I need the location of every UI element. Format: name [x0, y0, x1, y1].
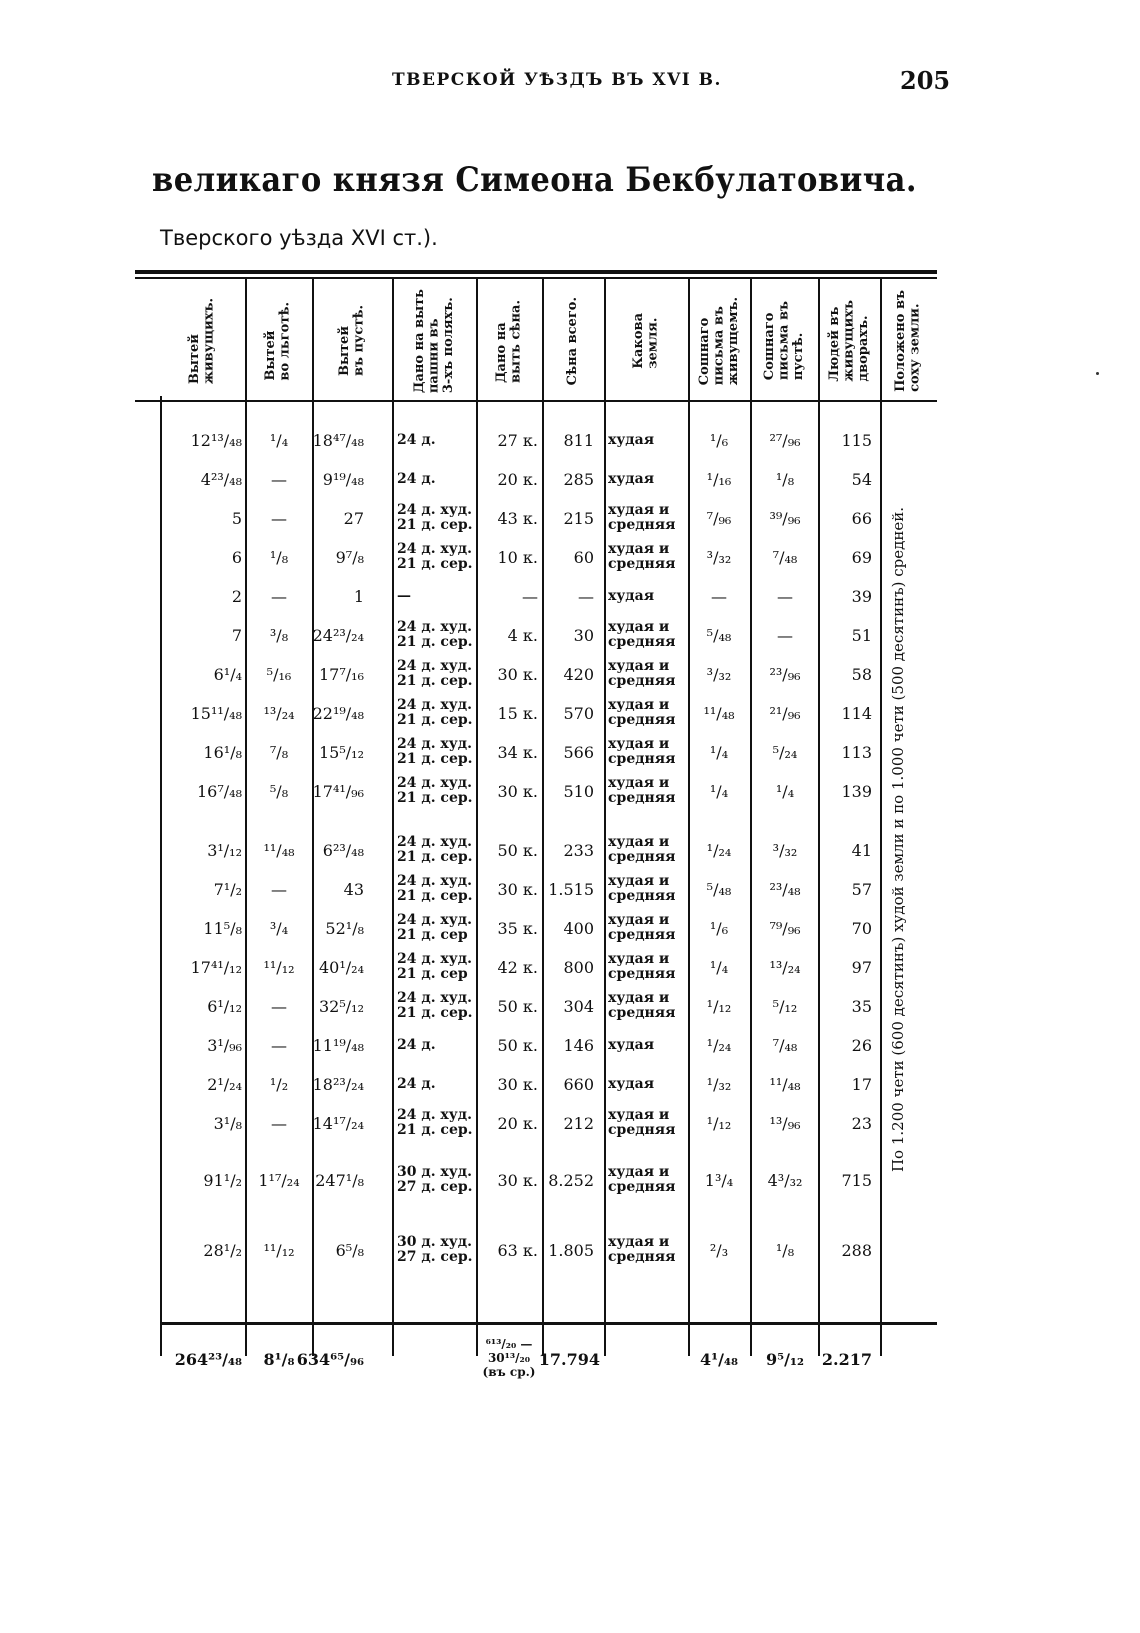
column-header: Вытей живущихъ. — [186, 297, 217, 385]
cell-pust: 40¹/₂₄ — [319, 957, 364, 977]
cell-pashnya: 24 д. худ. 21 д. сер. — [397, 873, 473, 904]
cell-zhiv: 4²³/₄₈ — [200, 469, 242, 489]
cell-seno-vsego: 146 — [563, 1035, 594, 1055]
cell-seno-vsego: 570 — [563, 703, 594, 723]
cell-zemlya: худая и средняя — [608, 1164, 676, 1195]
cell-pust: 24²³/₂₄ — [312, 625, 364, 645]
cell-lgota: ⁷/₈ — [269, 742, 289, 762]
cell-soshn-pust: ³/₃₂ — [772, 840, 798, 860]
cell-seno-vyt: 15 к. — [497, 703, 538, 723]
cell-pashnya: 30 д. худ. 27 д. сер. — [397, 1164, 473, 1195]
column-header: Сѣна всего. — [565, 296, 581, 386]
cell-zemlya: худая и средняя — [608, 1107, 676, 1138]
cell-seno-vyt: 10 к. — [497, 547, 538, 567]
cell-lyudi: 288 — [841, 1240, 872, 1260]
column-header: Какова земля. — [630, 313, 661, 369]
cell-pashnya: 24 д. худ. 21 д. сер. — [397, 990, 473, 1021]
cell-seno-vyt: 50 к. — [497, 996, 538, 1016]
cell-seno-vyt: 35 к. — [497, 918, 538, 938]
cell-zhiv: 7 — [231, 625, 242, 645]
cell-soshn-pust: — — [777, 625, 793, 645]
cell-soshn-zhiv: ¹¹/₄₈ — [703, 703, 735, 723]
cell-pust: 17⁷/₁₆ — [319, 664, 364, 684]
cell-soshn-pust: 4³/₃₂ — [767, 1170, 803, 1190]
total-seno-vyt-line3: (въ ср.) — [482, 1364, 536, 1379]
cell-pust: 247¹/₈ — [315, 1170, 364, 1190]
cell-seno-vsego: — — [578, 586, 594, 606]
cell-soshn-zhiv: ⁵/₄₈ — [706, 625, 732, 645]
cell-lyudi: 115 — [841, 430, 872, 450]
cell-soshn-zhiv: — — [711, 586, 727, 606]
cell-seno-vyt: 4 к. — [507, 625, 538, 645]
cell-lgota: — — [271, 1035, 287, 1055]
cell-lyudi: 39 — [851, 586, 872, 606]
cell-soshn-zhiv: ¹/₂₄ — [706, 840, 732, 860]
cell-zhiv: 2¹/₂₄ — [207, 1074, 242, 1094]
total-soshn-zhiv: 4¹/₄₈ — [700, 1349, 738, 1369]
total-seno-vsego: 17.794 — [538, 1349, 600, 1369]
cell-seno-vyt: 30 к. — [497, 1170, 538, 1190]
cell-soshn-zhiv: ¹/₄ — [709, 742, 729, 762]
cell-zemlya: худая — [608, 1036, 655, 1053]
table-row — [160, 420, 910, 460]
cell-pust: 17⁴¹/₉₆ — [312, 781, 364, 801]
cell-soshn-pust: ⁷/₄₈ — [772, 547, 798, 567]
cell-soshn-zhiv: ³/₃₂ — [706, 664, 732, 684]
header-rule — [135, 400, 937, 402]
cell-seno-vsego: 30 — [573, 625, 594, 645]
running-head: ТВЕРСКОЙ УѢЗДЪ ВЪ XVI В. — [392, 70, 722, 90]
totals-row — [160, 1330, 910, 1388]
table-row — [160, 1025, 910, 1065]
top-rule — [135, 270, 937, 274]
cell-soshn-zhiv: ¹/₁₆ — [706, 469, 732, 489]
cell-zhiv: 12¹³/₄₈ — [190, 430, 242, 450]
cell-zemlya: худая — [608, 431, 655, 448]
cell-zemlya: худая и средняя — [608, 912, 676, 943]
cell-zemlya: худая — [608, 587, 655, 604]
cell-pust: 18⁴⁷/₄₈ — [312, 430, 364, 450]
cell-pashnya: 24 д. худ. 21 д. сер. — [397, 658, 473, 689]
cell-lyudi: 23 — [851, 1113, 872, 1133]
table-row — [160, 1160, 910, 1200]
cell-soshn-zhiv: ¹/₄ — [709, 957, 729, 977]
cell-soshn-pust: ¹³/₉₆ — [769, 1113, 801, 1133]
cell-lyudi: 17 — [851, 1074, 872, 1094]
cell-soshn-zhiv: ¹/₆ — [709, 918, 729, 938]
cell-pashnya: 24 д. — [397, 470, 436, 487]
cell-zemlya: худая и средняя — [608, 951, 676, 982]
cell-soshn-zhiv: ⁷/₉₆ — [706, 508, 732, 528]
table-row — [160, 537, 910, 577]
table-row — [160, 1103, 910, 1143]
cell-lyudi: 70 — [851, 918, 872, 938]
cell-lyudi: 54 — [851, 469, 872, 489]
table-row — [160, 693, 910, 733]
cell-zemlya: худая и средняя — [608, 1234, 676, 1265]
cell-pust: 9¹⁹/₄₈ — [322, 469, 364, 489]
table-row — [160, 615, 910, 655]
totals-rule — [160, 1322, 937, 1325]
cell-soshn-pust: ¹/₄ — [775, 781, 795, 801]
cell-soshn-zhiv: ¹/₃₂ — [706, 1074, 732, 1094]
cell-pashnya: 24 д. худ. 21 д. сер. — [397, 834, 473, 865]
cell-lyudi: 715 — [841, 1170, 872, 1190]
cell-lyudi: 114 — [841, 703, 872, 723]
cell-pust: 27 — [343, 508, 364, 528]
cell-zemlya: худая и средняя — [608, 834, 676, 865]
table-row — [160, 947, 910, 987]
total-zemlya — [604, 1330, 688, 1388]
cell-pust: 22¹⁹/₄₈ — [312, 703, 364, 723]
cell-zhiv: 6¹/₄ — [213, 664, 242, 684]
cell-lgota: ³/₈ — [269, 625, 289, 645]
cell-zhiv: 91¹/₂ — [203, 1170, 242, 1190]
cell-pashnya: — — [397, 587, 411, 604]
cell-lgota: — — [271, 879, 287, 899]
cell-zhiv: 16¹/₈ — [203, 742, 242, 762]
cell-soshn-pust: ²¹/₉₆ — [769, 703, 801, 723]
cell-soshn-pust: — — [777, 586, 793, 606]
cell-lyudi: 41 — [851, 840, 872, 860]
cell-pashnya: 24 д. — [397, 1075, 436, 1092]
total-seno-vyt-line2: 30¹³/₂₀ — [487, 1351, 531, 1366]
cell-lgota: — — [271, 1113, 287, 1133]
column-header: Положено въ соху земли. — [893, 290, 923, 392]
top-rule-thin — [135, 277, 937, 279]
table-row — [160, 1064, 910, 1104]
cell-seno-vsego: 60 — [573, 547, 594, 567]
cell-seno-vsego: 420 — [563, 664, 594, 684]
column-header: Дано на выть сѣна. — [493, 299, 524, 383]
cell-zhiv: 2 — [231, 586, 242, 606]
cell-zhiv: 5 — [231, 508, 242, 528]
cell-pust: 1 — [353, 586, 364, 606]
cell-lgota: ¹/₄ — [269, 430, 289, 450]
cell-soshn-zhiv: ¹/₁₂ — [706, 1113, 732, 1133]
cell-soshn-zhiv: ³/₃₂ — [706, 547, 732, 567]
cell-lgota: ⁵/₈ — [269, 781, 289, 801]
cell-seno-vyt: 50 к. — [497, 840, 538, 860]
cell-soshn-zhiv: ¹/₂₄ — [706, 1035, 732, 1055]
cell-lyudi: 113 — [841, 742, 872, 762]
cell-zhiv: 7¹/₂ — [213, 879, 242, 899]
cell-seno-vsego: 800 — [563, 957, 594, 977]
cell-seno-vsego: 285 — [563, 469, 594, 489]
cell-zemlya: худая и средняя — [608, 658, 676, 689]
subtitle: Тверского уѣзда XVI ст.). — [160, 226, 438, 250]
cell-seno-vyt: 30 к. — [497, 1074, 538, 1094]
cell-pashnya: 24 д. худ. 21 д. сер. — [397, 619, 473, 650]
column-header: Вытей въ пустѣ. — [336, 305, 367, 377]
cell-seno-vyt: 20 к. — [497, 1113, 538, 1133]
cell-seno-vyt: 20 к. — [497, 469, 538, 489]
cell-lyudi: 26 — [851, 1035, 872, 1055]
table-row — [160, 732, 910, 772]
cell-pust: 14¹⁷/₂₄ — [312, 1113, 364, 1133]
cell-zhiv: 3¹/₁₂ — [207, 840, 242, 860]
cell-soshn-pust: ²⁷/₉₆ — [769, 430, 801, 450]
cell-lgota: — — [271, 996, 287, 1016]
cell-lyudi: 57 — [851, 879, 872, 899]
cell-pashnya: 30 д. худ. 27 д. сер. — [397, 1234, 473, 1265]
cell-seno-vsego: 566 — [563, 742, 594, 762]
cell-seno-vyt: 30 к. — [497, 879, 538, 899]
cell-zemlya: худая — [608, 1075, 655, 1092]
cell-seno-vsego: 212 — [563, 1113, 594, 1133]
cell-pashnya: 24 д. худ. 21 д. сер. — [397, 736, 473, 767]
total-lyudi: 2.217 — [821, 1349, 872, 1369]
cell-lyudi: 51 — [851, 625, 872, 645]
cell-soshn-pust: ¹³/₂₄ — [769, 957, 801, 977]
total-soshn-pust: 9⁵/₁₂ — [766, 1349, 804, 1369]
cell-lyudi: 35 — [851, 996, 872, 1016]
cell-lgota: ³/₄ — [269, 918, 289, 938]
cell-soshn-pust: ⁵/₂₄ — [772, 742, 798, 762]
cell-pust: 43 — [343, 879, 364, 899]
cell-seno-vsego: 215 — [563, 508, 594, 528]
cell-seno-vsego: 400 — [563, 918, 594, 938]
cell-soshn-zhiv: ²/₃ — [709, 1240, 729, 1260]
page-number: 205 — [900, 66, 951, 95]
cell-zemlya: худая и средняя — [608, 619, 676, 650]
cell-seno-vyt: 50 к. — [497, 1035, 538, 1055]
side-note: По 1.200 чети (600 десятинъ) худой земли и по 1.000 чети (500 десятинъ) средней. — [889, 507, 907, 1173]
cell-soshn-pust: ⁷/₄₈ — [772, 1035, 798, 1055]
cell-lgota: — — [271, 508, 287, 528]
cell-zhiv: 28¹/₂ — [203, 1240, 242, 1260]
table-row — [160, 869, 910, 909]
cell-pashnya: 24 д. худ. 21 д. сер. — [397, 697, 473, 728]
table-row — [160, 830, 910, 870]
cell-lgota: ¹¹/₄₈ — [263, 840, 295, 860]
column-header: Сошнаго письма въ пустѣ. — [761, 301, 806, 381]
cell-zhiv: 3¹/₈ — [213, 1113, 242, 1133]
cell-soshn-zhiv: ¹/₆ — [709, 430, 729, 450]
cell-seno-vyt: 27 к. — [497, 430, 538, 450]
cell-zemlya: худая и средняя — [608, 697, 676, 728]
cell-zhiv: 11⁵/₈ — [203, 918, 242, 938]
cell-soshn-pust: ³⁹/₉₆ — [769, 508, 801, 528]
cell-zemlya: худая и средняя — [608, 541, 676, 572]
cell-soshn-pust: ¹¹/₄₈ — [769, 1074, 801, 1094]
cell-soshn-zhiv: ⁵/₄₈ — [706, 879, 732, 899]
cell-seno-vsego: 304 — [563, 996, 594, 1016]
cell-soshn-pust: ¹/₈ — [775, 469, 795, 489]
table-row — [160, 498, 910, 538]
cell-seno-vyt: 43 к. — [497, 508, 538, 528]
cell-lgota: ⁵/₁₆ — [266, 664, 292, 684]
table-row — [160, 986, 910, 1026]
table-row — [160, 771, 910, 811]
total-seno-vyt-line1: ⁶¹³/₂₀ — — [485, 1337, 533, 1352]
cell-seno-vyt: 42 к. — [497, 957, 538, 977]
cell-seno-vsego: 1.515 — [548, 879, 594, 899]
cell-lgota: ¹³/₂₄ — [263, 703, 295, 723]
column-header: Дано на выть пашни въ 3-хъ поляхъ. — [411, 288, 456, 394]
cell-pust: 6⁵/₈ — [335, 1240, 364, 1260]
cell-pashnya: 24 д. худ. 21 д. сер. — [397, 541, 473, 572]
table-row — [160, 576, 910, 616]
cell-pust: 52¹/₈ — [325, 918, 364, 938]
cell-lyudi: 66 — [851, 508, 872, 528]
cell-pust: 15⁵/₁₂ — [319, 742, 364, 762]
cell-seno-vyt: 30 к. — [497, 781, 538, 801]
cell-pust: 32⁵/₁₂ — [319, 996, 364, 1016]
total-pust: 634⁶⁵/₉₆ — [296, 1349, 364, 1369]
cell-seno-vyt: 63 к. — [497, 1240, 538, 1260]
cell-seno-vsego: 811 — [563, 430, 594, 450]
cell-lyudi: 69 — [851, 547, 872, 567]
cell-soshn-pust: ⁵/₁₂ — [772, 996, 798, 1016]
column-header: Вытей во льготѣ. — [263, 301, 293, 381]
main-title: великаго князя Симеона Бекбулатовича. — [152, 160, 917, 200]
cell-seno-vsego: 660 — [563, 1074, 594, 1094]
cell-zemlya: худая и средняя — [608, 873, 676, 904]
cell-soshn-zhiv: 1³/₄ — [704, 1170, 734, 1190]
cell-pashnya: 24 д. худ. 21 д. сер. — [397, 775, 473, 806]
cell-seno-vyt: — — [522, 586, 538, 606]
cell-zhiv: 16⁷/₄₈ — [197, 781, 242, 801]
cell-soshn-zhiv: ¹/₁₂ — [706, 996, 732, 1016]
cell-zhiv: 3¹/₉₆ — [207, 1035, 242, 1055]
cell-zemlya: худая и средняя — [608, 502, 676, 533]
cell-zemlya: худая и средняя — [608, 990, 676, 1021]
cell-zemlya: худая — [608, 470, 655, 487]
cell-zemlya: худая и средняя — [608, 775, 676, 806]
cell-seno-vsego: 8.252 — [548, 1170, 594, 1190]
cell-soshn-pust: ¹/₈ — [775, 1240, 795, 1260]
cell-pust: 11¹⁹/₄₈ — [312, 1035, 364, 1055]
cell-pashnya: 24 д. — [397, 1036, 436, 1053]
cell-lgota: ¹¹/₁₂ — [263, 1240, 295, 1260]
cell-pust: 18²³/₂₄ — [312, 1074, 364, 1094]
column-header: Сошнаго письма въ живущемъ. — [696, 296, 741, 386]
total-seno-vyt — [476, 1330, 542, 1388]
cell-seno-vyt: 34 к. — [497, 742, 538, 762]
cell-pust: 6²³/₄₈ — [322, 840, 364, 860]
cell-pashnya: 24 д. — [397, 431, 436, 448]
table-row — [160, 1230, 910, 1270]
cell-zhiv: 17⁴¹/₁₂ — [190, 957, 242, 977]
cell-soshn-zhiv: ¹/₄ — [709, 781, 729, 801]
cell-pashnya: 24 д. худ. 21 д. сер. — [397, 1107, 473, 1138]
cell-seno-vsego: 233 — [563, 840, 594, 860]
cell-pashnya: 24 д. худ. 21 д. сер — [397, 912, 472, 943]
cell-lgota: — — [271, 586, 287, 606]
total-lgota: 8¹/₈ — [263, 1349, 295, 1369]
cell-zhiv: 6 — [231, 547, 242, 567]
cell-soshn-pust: ²³/₄₈ — [769, 879, 801, 899]
cell-lgota: — — [271, 469, 287, 489]
table-row — [160, 459, 910, 499]
table-row — [160, 654, 910, 694]
cell-soshn-pust: ²³/₉₆ — [769, 664, 801, 684]
column-header: Людей въ живущихъ дворахъ. — [826, 300, 871, 382]
cell-seno-vyt: 30 к. — [497, 664, 538, 684]
cell-zhiv: 6¹/₁₂ — [207, 996, 242, 1016]
cell-lgota: ¹¹/₁₂ — [263, 957, 295, 977]
cell-lyudi: 139 — [841, 781, 872, 801]
cell-pust: 9⁷/₈ — [335, 547, 364, 567]
cell-zhiv: 15¹¹/₄₈ — [190, 703, 242, 723]
margin-mark — [1096, 372, 1099, 375]
total-zhiv: 264²³/₄₈ — [174, 1349, 242, 1369]
cell-lgota: ¹/₂ — [269, 1074, 289, 1094]
cell-soshn-pust: ⁷⁹/₉₆ — [769, 918, 801, 938]
cell-seno-vsego: 510 — [563, 781, 594, 801]
table-row — [160, 908, 910, 948]
cell-lgota: ¹/₈ — [269, 547, 289, 567]
cell-seno-vsego: 1.805 — [548, 1240, 594, 1260]
cell-lyudi: 58 — [851, 664, 872, 684]
cell-lgota: 1¹⁷/₂₄ — [258, 1170, 300, 1190]
cell-pashnya: 24 д. худ. 21 д. сер — [397, 951, 472, 982]
cell-lyudi: 97 — [851, 957, 872, 977]
cell-zemlya: худая и средняя — [608, 736, 676, 767]
total-pashnya — [394, 1330, 476, 1388]
cell-pashnya: 24 д. худ. 21 д. сер. — [397, 502, 473, 533]
